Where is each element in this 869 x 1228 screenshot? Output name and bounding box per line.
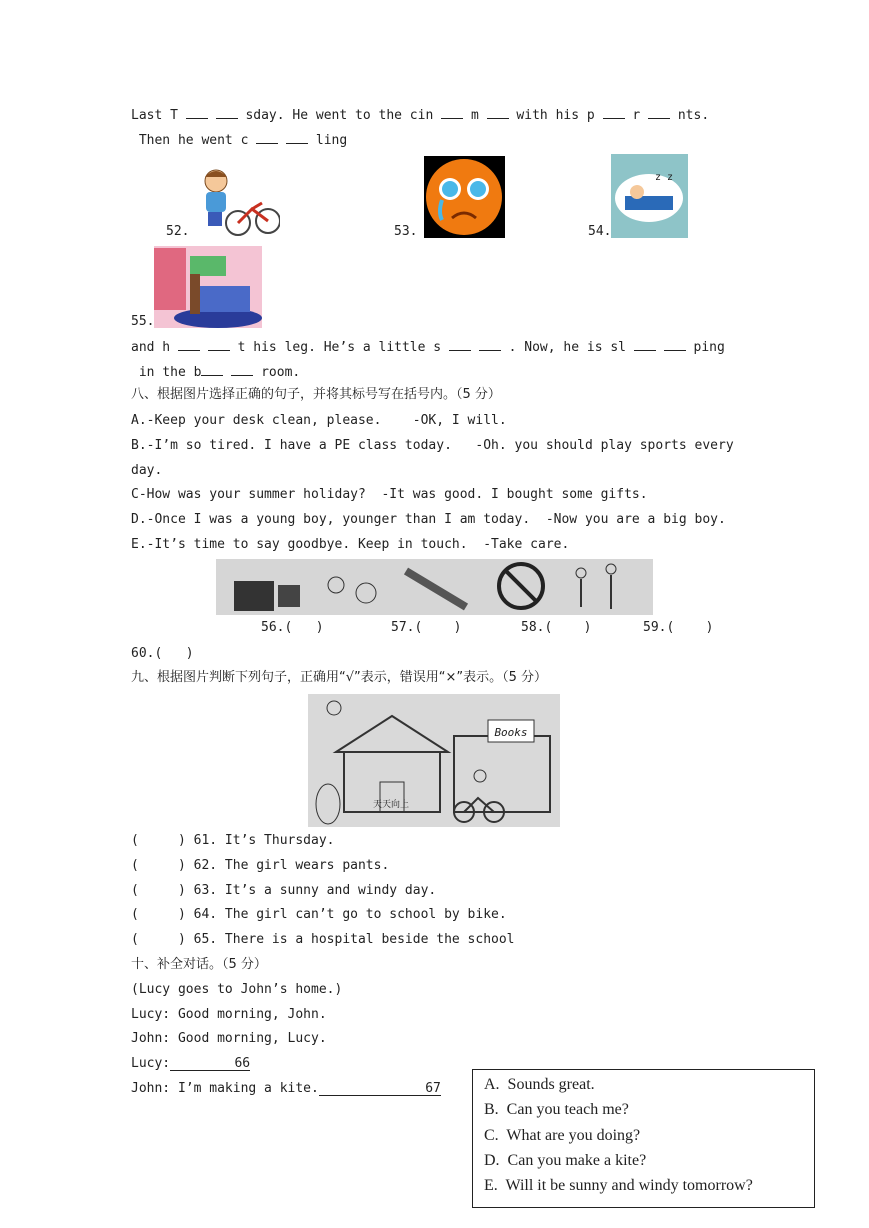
- passage-line-2: Then he went c ling: [131, 133, 348, 148]
- q56[interactable]: 56.( ): [261, 620, 324, 635]
- q62[interactable]: ( ) 62. The girl wears pants.: [131, 858, 390, 873]
- svg-text:z z: z z: [655, 172, 674, 183]
- q61[interactable]: ( ) 61. It’s Thursday.: [131, 833, 335, 848]
- blank[interactable]: [648, 106, 670, 119]
- dialogue-line-4: John: I’m making a kite. 67: [131, 1081, 441, 1096]
- option-b-cont: day.: [131, 463, 163, 478]
- bedroom-picture: [154, 246, 262, 328]
- option-box-e: E. Will it be sunny and windy tomorrow?: [484, 1177, 753, 1194]
- q54-number: 54.: [588, 224, 612, 239]
- option-box-b: B. Can you teach me?: [484, 1101, 629, 1118]
- blank[interactable]: [664, 338, 686, 351]
- q55-number: 55.: [131, 314, 155, 329]
- passage-line-1: Last T sday. He went to the cin m with his p r nts.: [131, 108, 710, 123]
- blank[interactable]: [208, 338, 230, 351]
- answer-blank-67[interactable]: 67: [319, 1083, 441, 1096]
- blank[interactable]: [441, 106, 463, 119]
- blank[interactable]: [286, 131, 308, 144]
- dialogue-intro: (Lucy goes to John’s home.): [131, 982, 343, 997]
- section10-heading: 十、补全对话。（5 分）: [131, 957, 267, 972]
- option-box-c: C. What are you doing?: [484, 1127, 641, 1144]
- option-d: D.-Once I was a young boy, younger than I am today. -Now you are a big boy.: [131, 512, 726, 527]
- q63[interactable]: ( ) 63. It’s a sunny and windy day.: [131, 883, 437, 898]
- answer-blank-66[interactable]: 66: [170, 1058, 250, 1071]
- q64[interactable]: ( ) 64. The girl can’t go to school by bike.: [131, 907, 507, 922]
- q53-number: 53.: [394, 224, 418, 239]
- dialogue-line-2: John: Good morning, Lucy.: [131, 1031, 327, 1046]
- blank[interactable]: [178, 338, 200, 351]
- blank[interactable]: [603, 106, 625, 119]
- section8-heading: 八、根据图片选择正确的句子，并将其标号写在括号内。（5 分）: [131, 387, 501, 402]
- blank[interactable]: [449, 338, 471, 351]
- blank[interactable]: [231, 363, 253, 376]
- section8-picture-strip: [216, 559, 653, 615]
- option-box-a: A. Sounds great.: [484, 1076, 595, 1093]
- dialogue-line-3: Lucy: 66: [131, 1056, 251, 1071]
- blank[interactable]: [634, 338, 656, 351]
- section9-heading: 九、根据图片判断下列句子，正确用“√”表示，错误用“×”表示。（5 分）: [131, 670, 548, 685]
- blank[interactable]: [216, 106, 238, 119]
- books-sign: Books: [494, 726, 528, 739]
- options-box: [472, 1069, 815, 1208]
- blank[interactable]: [487, 106, 509, 119]
- crying-face-picture: [424, 156, 505, 238]
- passage-line-4: in the b room.: [131, 365, 301, 380]
- q59[interactable]: 59.( ): [643, 620, 714, 635]
- q57[interactable]: 57.( ): [391, 620, 462, 635]
- school-street-picture: [308, 694, 560, 827]
- blank[interactable]: [186, 106, 208, 119]
- option-box-d: D. Can you make a kite?: [484, 1152, 647, 1169]
- blank[interactable]: [201, 363, 223, 376]
- sleeping-picture: [611, 154, 688, 238]
- q65[interactable]: ( ) 65. There is a hospital beside the school: [131, 932, 515, 947]
- q58[interactable]: 58.( ): [521, 620, 592, 635]
- option-a: A.-Keep your desk clean, please. -OK, I will.: [131, 413, 507, 428]
- q52-number: 52.: [166, 224, 190, 239]
- blank[interactable]: [256, 131, 278, 144]
- q60[interactable]: 60.( ): [131, 646, 194, 661]
- option-b: B.-I’m so tired. I have a PE class today. -Oh. you should play sports every: [131, 438, 734, 453]
- blank[interactable]: [479, 338, 501, 351]
- school-sign: 天天向上: [372, 800, 410, 810]
- dialogue-line-1: Lucy: Good morning, John.: [131, 1007, 327, 1022]
- option-c: C-How was your summer holiday? -It was good. I bought some gifts.: [131, 487, 648, 502]
- boy-bike-picture: [190, 163, 280, 239]
- option-e: E.-It’s time to say goodbye. Keep in touch. -Take care.: [131, 537, 570, 552]
- passage-line-3: and h t his leg. He’s a little s . Now, he is sl ping: [131, 340, 725, 355]
